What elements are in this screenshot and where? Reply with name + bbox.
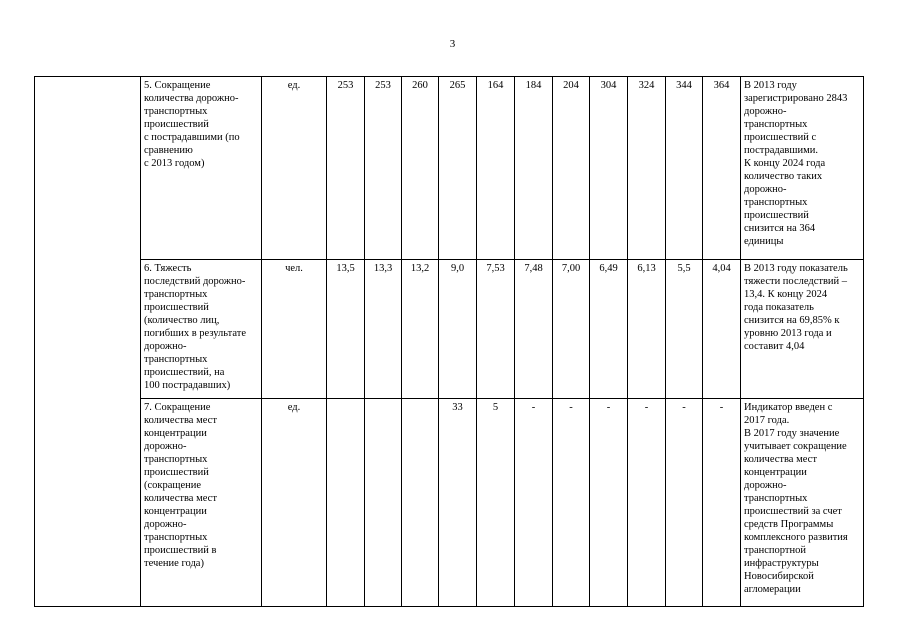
- value-cell: 265: [439, 77, 477, 260]
- empty-left-cell: [35, 77, 141, 607]
- value-cell: -: [553, 399, 590, 607]
- value-cell: 324: [628, 77, 666, 260]
- value-cell: 6,49: [590, 260, 628, 399]
- note-cell: В 2013 году зарегистрировано 2843 дорожно- транспортных происшествий с пострадавшими. К концу 2024 года количество таких дорожно- транспортных происшествий снизится на 364 единицы: [741, 77, 864, 260]
- value-cell: -: [703, 399, 741, 607]
- value-cell: 13,3: [365, 260, 402, 399]
- value-cell: [365, 399, 402, 607]
- value-cell: [402, 399, 439, 607]
- value-cell: 260: [402, 77, 439, 260]
- value-cell: 7,00: [553, 260, 590, 399]
- value-cell: 364: [703, 77, 741, 260]
- value-cell: -: [628, 399, 666, 607]
- indicator-table: [34, 76, 864, 607]
- value-cell: 4,04: [703, 260, 741, 399]
- unit-cell: ед.: [262, 399, 327, 607]
- indicator-name: 6. Тяжесть последствий дорожно- транспортных происшествий (количество лиц, погибших в результате дорожно- транспортных происшествий, на 100 пострадавших): [141, 260, 262, 399]
- value-cell: -: [666, 399, 703, 607]
- page-number: 3: [449, 38, 456, 50]
- value-cell: 253: [327, 77, 365, 260]
- value-cell: 6,13: [628, 260, 666, 399]
- value-cell: 344: [666, 77, 703, 260]
- note-cell: Индикатор введен с 2017 года. В 2017 году значение учитывает сокращение количества мест концентрации дорожно- транспортных происшествий за счет средств Программы комплексного развития транспортной инфраструктуры Новосибирской агломерации: [741, 399, 864, 607]
- note-cell: В 2013 году показатель тяжести последствий – 13,4. К концу 2024 года показатель снизится на 69,85% к уровню 2013 года и составит 4,04: [741, 260, 864, 399]
- value-cell: 7,53: [477, 260, 515, 399]
- value-cell: 13,5: [327, 260, 365, 399]
- value-cell: 5,5: [666, 260, 703, 399]
- table-row: [35, 260, 864, 399]
- value-cell: [327, 399, 365, 607]
- unit-cell: ед.: [262, 77, 327, 260]
- value-cell: -: [515, 399, 553, 607]
- value-cell: 9,0: [439, 260, 477, 399]
- value-cell: 33: [439, 399, 477, 607]
- value-cell: 304: [590, 77, 628, 260]
- table-row: [35, 77, 864, 260]
- value-cell: -: [590, 399, 628, 607]
- value-cell: 7,48: [515, 260, 553, 399]
- value-cell: 13,2: [402, 260, 439, 399]
- value-cell: 184: [515, 77, 553, 260]
- indicator-name: 5. Сокращение количества дорожно- транспортных происшествий с пострадавшими (по сравнению с 2013 годом): [141, 77, 262, 260]
- table-row: [35, 399, 864, 607]
- indicator-name: 7. Сокращение количества мест концентрации дорожно- транспортных происшествий (сокращение количества мест концентрации дорожно- транспортных происшествий в течение года): [141, 399, 262, 607]
- value-cell: 204: [553, 77, 590, 260]
- value-cell: 253: [365, 77, 402, 260]
- value-cell: 164: [477, 77, 515, 260]
- unit-cell: чел.: [262, 260, 327, 399]
- value-cell: 5: [477, 399, 515, 607]
